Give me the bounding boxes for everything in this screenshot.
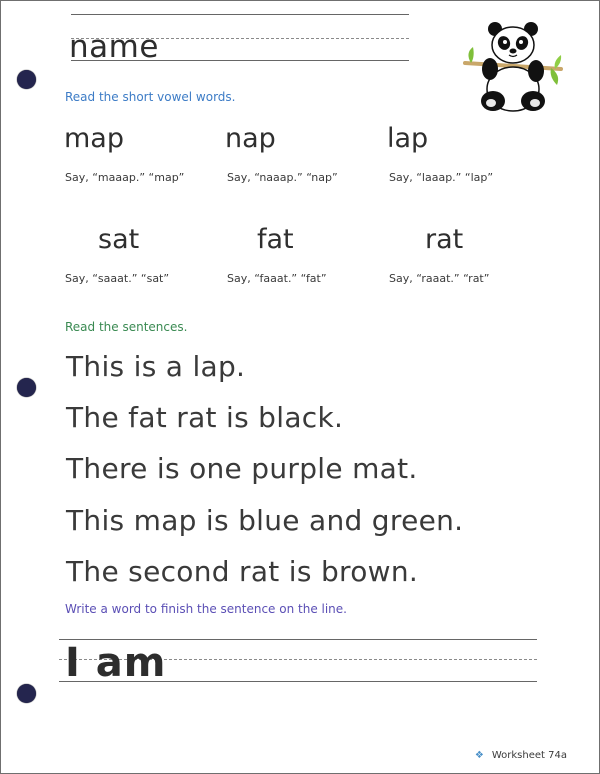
sentence: This is a lap.: [66, 350, 246, 383]
vowel-word: fat: [257, 224, 294, 255]
binder-hole-middle: [17, 378, 36, 397]
instruction-read-sentences: Read the sentences.: [65, 320, 188, 334]
vowel-word: nap: [225, 123, 276, 154]
worksheet-footer: [475, 750, 567, 762]
name-label: name: [69, 29, 159, 65]
instruction-read-words: Read the short vowel words.: [65, 90, 236, 104]
writing-prompt: I am: [65, 640, 167, 686]
name-line-top: [71, 14, 409, 15]
say-hint: Say, “saaat.” “sat”: [65, 272, 170, 285]
vowel-word: sat: [98, 224, 140, 255]
sentence: The second rat is brown.: [66, 555, 419, 588]
say-hint: Say, “maaap.” “map”: [65, 171, 185, 184]
binder-hole-bottom: [17, 684, 36, 703]
vowel-word: map: [64, 123, 124, 154]
binder-hole-top: [17, 70, 36, 89]
vowel-word: lap: [387, 123, 429, 154]
vowel-word: rat: [425, 224, 464, 255]
diamond-cluster-icon: ❖: [474, 750, 484, 761]
sentence: This map is blue and green.: [66, 504, 464, 537]
sentence: There is one purple mat.: [66, 452, 418, 485]
panda-icon: [463, 19, 563, 115]
say-hint: Say, “laaap.” “lap”: [389, 171, 494, 184]
say-hint: Say, “naaap.” “nap”: [227, 171, 338, 184]
worksheet-label: Worksheet 74a: [491, 750, 567, 761]
sentence: The fat rat is black.: [66, 401, 344, 434]
say-hint: Say, “faaat.” “fat”: [227, 272, 327, 285]
say-hint: Say, “raaat.” “rat”: [389, 272, 490, 285]
instruction-write-word: Write a word to finish the sentence on the line.: [65, 602, 347, 616]
